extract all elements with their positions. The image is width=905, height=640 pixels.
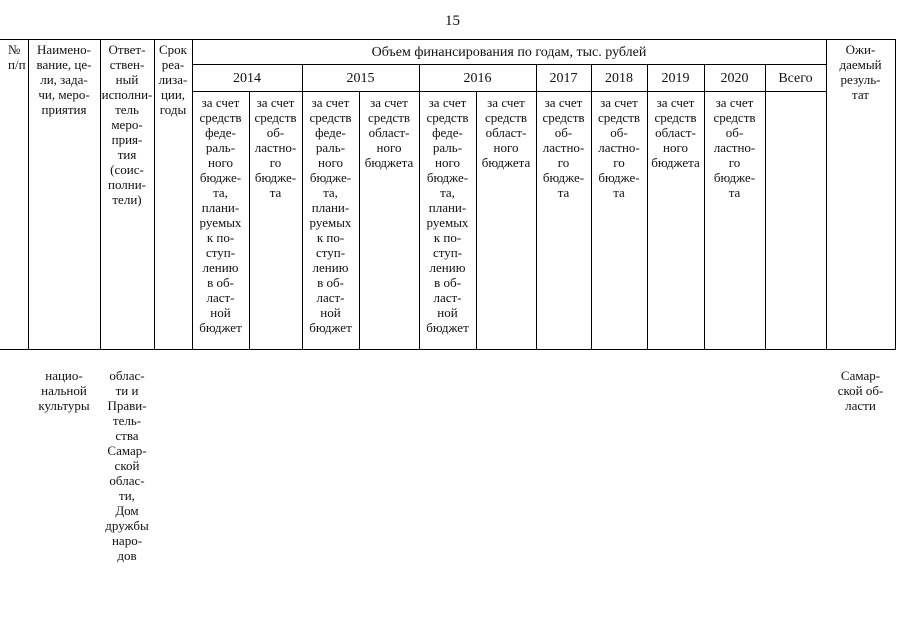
text-line: за счет xyxy=(256,95,295,110)
text-line: бюдже- xyxy=(254,170,297,185)
text-line: в об- xyxy=(434,275,461,290)
text-line: средств xyxy=(199,110,242,125)
text-line: Дом xyxy=(115,503,139,518)
text-line: руемых xyxy=(309,215,352,230)
text-line: прия- xyxy=(111,132,143,147)
text-line: нальной xyxy=(41,383,87,398)
text-line: та xyxy=(557,185,570,200)
text-line: ства xyxy=(115,428,139,443)
text-line: об- xyxy=(266,125,285,140)
year-2016: 2016 xyxy=(419,65,536,92)
text-line: ской xyxy=(114,458,140,473)
sub-2015-federal xyxy=(302,92,359,350)
sub-2018-regional xyxy=(591,92,647,350)
text-line: Самар- xyxy=(840,368,881,383)
text-line: ластно- xyxy=(598,140,640,155)
text-line: го xyxy=(613,155,625,170)
text-line: за счет xyxy=(600,95,638,110)
text-line: ного xyxy=(376,140,402,155)
text-line: (соис- xyxy=(110,162,144,177)
text-line: за счет xyxy=(715,95,754,110)
text-line: тель- xyxy=(112,413,142,428)
text-line: ластно- xyxy=(713,140,756,155)
text-line: лению xyxy=(312,260,349,275)
text-line: ти, xyxy=(119,488,135,503)
text-line: ного xyxy=(208,155,233,170)
text-line: годы xyxy=(159,102,187,117)
text-line: ласт- xyxy=(316,290,345,305)
text-line: го xyxy=(728,155,741,170)
text-line: плани- xyxy=(428,200,467,215)
text-line: лиза- xyxy=(158,72,188,87)
text-line: средств xyxy=(654,110,697,125)
text-line: раль- xyxy=(315,140,346,155)
text-line: лению xyxy=(202,260,239,275)
text-line: чи, меро- xyxy=(38,87,90,102)
col-term-header xyxy=(154,40,192,350)
page-number: 15 xyxy=(445,13,460,29)
text-line: плани- xyxy=(201,200,240,215)
text-line: Срок xyxy=(159,42,187,57)
text-line: средств xyxy=(426,110,469,125)
text-line: исполни- xyxy=(101,87,153,102)
text-line: та xyxy=(269,185,282,200)
text-line: ный xyxy=(115,72,139,87)
text-line: облас- xyxy=(109,473,145,488)
text-line: бюджета xyxy=(481,155,531,170)
text-line: меро- xyxy=(111,117,143,132)
text-line: тели) xyxy=(112,192,142,207)
year-2018: 2018 xyxy=(591,65,647,92)
text-line: ти и xyxy=(115,383,139,398)
text-line: тель xyxy=(115,102,139,117)
continuation-executor xyxy=(100,368,154,563)
text-line: ного xyxy=(318,155,343,170)
col-executor-header xyxy=(100,40,154,350)
text-line: бюдже- xyxy=(713,170,756,185)
text-line: даемый xyxy=(839,57,882,72)
text-line: ствен- xyxy=(109,57,145,72)
financing-title: Объем финансирования по годам, тыс. рублей xyxy=(192,40,826,65)
text-line: ции, xyxy=(160,87,186,102)
text-line: раль- xyxy=(205,140,236,155)
text-line: ступ- xyxy=(315,245,346,260)
text-line: бюдже- xyxy=(426,170,469,185)
text-line: раль- xyxy=(432,140,463,155)
text-line: средств xyxy=(597,110,641,125)
text-line: средств xyxy=(367,110,411,125)
text-line: № xyxy=(8,42,21,57)
text-line: в об- xyxy=(317,275,344,290)
text-line: та xyxy=(728,185,741,200)
text-line: бюджета xyxy=(651,155,700,170)
text-line: за счет xyxy=(370,95,408,110)
sub-2014-regional xyxy=(249,92,302,350)
text-line: бюджет xyxy=(309,320,352,335)
text-line: феде- xyxy=(315,125,346,140)
text-line: за счет xyxy=(428,95,467,110)
text-line: ли, зада- xyxy=(40,72,88,87)
text-line: за счет xyxy=(544,95,583,110)
text-line: бюдже- xyxy=(542,170,585,185)
text-line: средств xyxy=(254,110,297,125)
text-line: за счет xyxy=(311,95,350,110)
text-line: ластно- xyxy=(254,140,297,155)
col-name-header xyxy=(28,40,100,350)
text-line: культуры xyxy=(38,398,90,413)
text-line: средств xyxy=(309,110,352,125)
text-line: феде- xyxy=(432,125,463,140)
text-line: полни- xyxy=(107,177,147,192)
financing-table-header xyxy=(0,39,896,350)
total-header: Всего xyxy=(765,65,826,92)
text-line: област- xyxy=(485,125,527,140)
text-line: реа- xyxy=(161,57,185,72)
text-line: наро- xyxy=(111,533,143,548)
text-line: об- xyxy=(610,125,628,140)
text-line: Ответ- xyxy=(108,42,146,57)
text-line: бюдже- xyxy=(598,170,640,185)
text-line: област- xyxy=(655,125,696,140)
sub-total xyxy=(765,92,826,350)
text-line: ласт- xyxy=(206,290,235,305)
text-line: област- xyxy=(368,125,410,140)
year-2017: 2017 xyxy=(536,65,591,92)
text-line: бюджет xyxy=(199,320,242,335)
sub-2016-federal xyxy=(419,92,476,350)
text-line: в об- xyxy=(207,275,234,290)
text-line: ступ- xyxy=(205,245,236,260)
text-line: за счет xyxy=(201,95,240,110)
sub-2015-regional xyxy=(359,92,419,350)
text-line: средств xyxy=(542,110,585,125)
text-line: бюджета xyxy=(364,155,414,170)
text-line: средств xyxy=(713,110,756,125)
text-line: ной xyxy=(437,305,458,320)
text-line: ного xyxy=(435,155,460,170)
text-line: бюдже- xyxy=(309,170,352,185)
text-line: тия xyxy=(117,147,137,162)
text-line: ласти xyxy=(845,398,876,413)
sub-2020-regional xyxy=(704,92,765,350)
text-line: к по- xyxy=(316,230,345,245)
text-line: плани- xyxy=(311,200,350,215)
col-result-header xyxy=(826,40,895,350)
text-line: тат xyxy=(852,87,869,102)
text-line: ного xyxy=(663,140,688,155)
year-2019: 2019 xyxy=(647,65,704,92)
text-line: дов xyxy=(117,548,137,563)
text-line: та, xyxy=(213,185,228,200)
sub-2016-regional xyxy=(476,92,536,350)
continuation-name xyxy=(28,368,100,413)
text-line: бюдже- xyxy=(199,170,242,185)
year-2020: 2020 xyxy=(704,65,765,92)
sub-2014-federal xyxy=(192,92,249,350)
text-line: руемых xyxy=(426,215,469,230)
text-line: ной xyxy=(210,305,231,320)
continuation-result xyxy=(826,368,895,413)
text-line: п/п xyxy=(8,57,26,72)
text-line: феде- xyxy=(205,125,236,140)
text-line: дружбы xyxy=(105,518,149,533)
col-number-header xyxy=(0,40,28,350)
text-line: ной xyxy=(320,305,341,320)
text-line: за счет xyxy=(487,95,525,110)
text-line: Самар- xyxy=(107,443,147,458)
text-line: ской об- xyxy=(837,383,884,398)
text-line: к по- xyxy=(433,230,462,245)
text-line: го xyxy=(557,155,570,170)
text-line: та xyxy=(613,185,625,200)
text-line: та, xyxy=(323,185,338,200)
text-line: лению xyxy=(429,260,466,275)
text-line: к по- xyxy=(206,230,235,245)
year-2014: 2014 xyxy=(192,65,302,92)
text-line: об- xyxy=(725,125,744,140)
text-line: Наимено- xyxy=(37,42,91,57)
text-line: та, xyxy=(440,185,455,200)
text-line: об- xyxy=(554,125,573,140)
text-line: приятия xyxy=(41,102,87,117)
text-line: бюджет xyxy=(426,320,469,335)
text-line: го xyxy=(269,155,282,170)
sub-2017-regional xyxy=(536,92,591,350)
text-line: руемых xyxy=(199,215,242,230)
text-line: Прави- xyxy=(107,398,147,413)
text-line: ласт- xyxy=(433,290,462,305)
text-line: вание, це- xyxy=(36,57,92,72)
text-line: за счет xyxy=(656,95,695,110)
text-line: ластно- xyxy=(542,140,585,155)
text-line: резуль- xyxy=(840,72,881,87)
text-line: средств xyxy=(484,110,528,125)
text-line: Ожи- xyxy=(845,42,876,57)
text-line: облас- xyxy=(109,368,145,383)
text-line: нацио- xyxy=(45,368,83,383)
text-line: ного xyxy=(493,140,519,155)
year-2015: 2015 xyxy=(302,65,419,92)
sub-2019-regional xyxy=(647,92,704,350)
text-line: ступ- xyxy=(432,245,463,260)
